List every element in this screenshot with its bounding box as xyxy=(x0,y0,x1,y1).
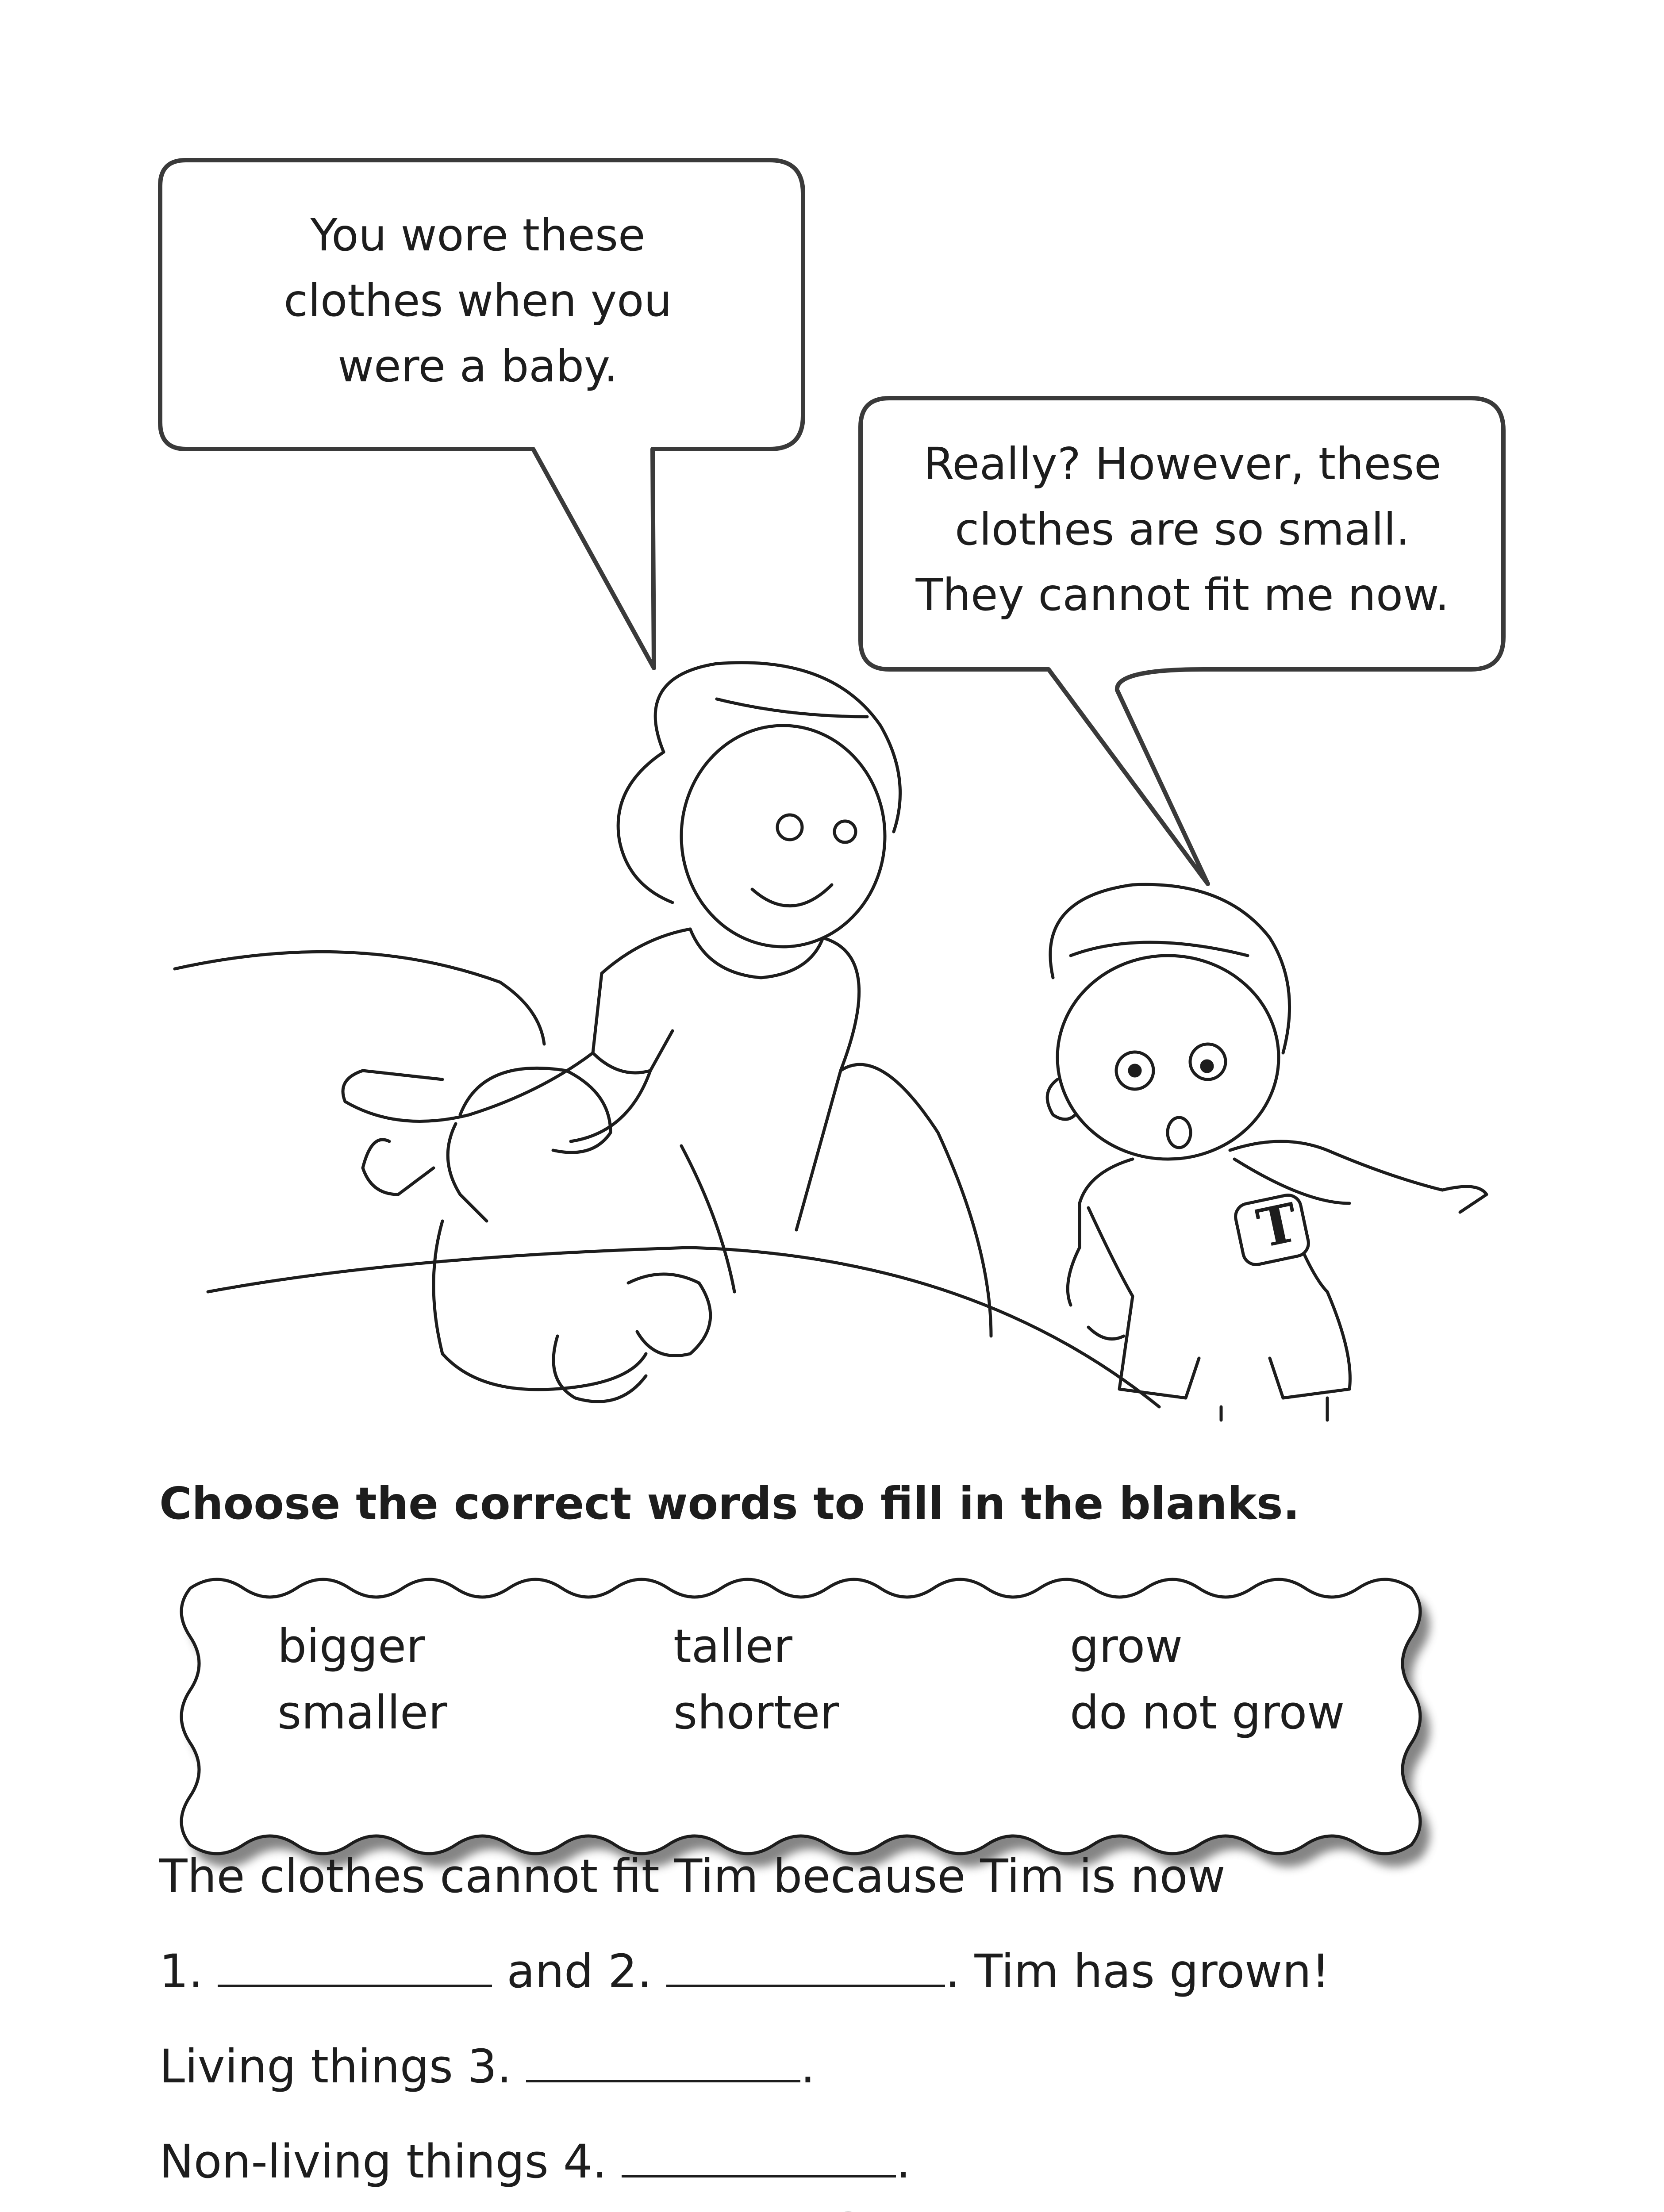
boy-speech-line-3: They cannot fit me now. xyxy=(915,569,1449,621)
q3-period: . xyxy=(800,2039,815,2093)
q1-and-q2-label: and 2. xyxy=(507,1944,652,1998)
q4-label: Non-living things 4. xyxy=(159,2135,607,2189)
word-grow: grow xyxy=(1070,1619,1183,1673)
q4-period: . xyxy=(896,2135,911,2189)
boy-speech-line-2: clothes are so small. xyxy=(955,503,1410,555)
q3-label: Living things 3. xyxy=(159,2039,512,2093)
word-do-not-grow: do not grow xyxy=(1070,1686,1345,1740)
sentence-intro: The clothes cannot fit Tim because Tim is now xyxy=(159,1849,1226,1903)
boy-speech-line-1: Really? However, these xyxy=(923,438,1441,490)
mother-speech-line-2: clothes when you xyxy=(284,275,672,326)
instruction-heading: Choose the correct words to fill in the blanks. xyxy=(159,1478,1300,1529)
q1-number: 1. xyxy=(159,1944,204,1998)
word-shorter: shorter xyxy=(673,1686,839,1740)
word-bigger: bigger xyxy=(277,1619,425,1673)
word-taller: taller xyxy=(673,1619,793,1673)
mother-speech-line-1: You wore these xyxy=(310,209,646,261)
mother-speech-line-3: were a baby. xyxy=(338,340,618,392)
shirt-letter: T xyxy=(1252,1191,1303,1260)
word-smaller: smaller xyxy=(277,1686,447,1740)
q2-tail: . Tim has grown! xyxy=(945,1944,1330,1998)
